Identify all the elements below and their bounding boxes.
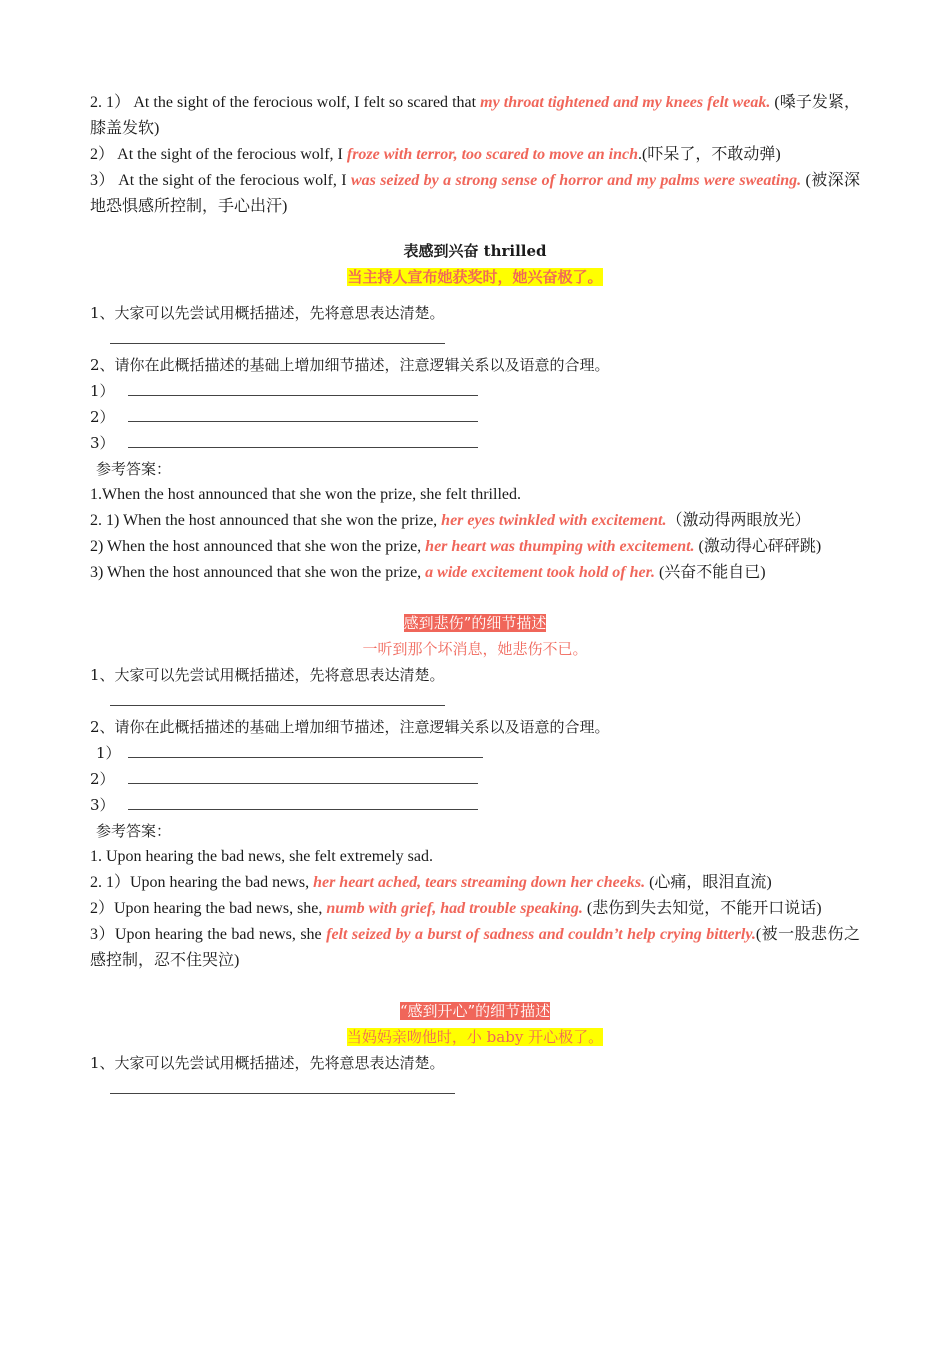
item-number: 3） xyxy=(90,796,115,814)
sad-answer-2 xyxy=(90,870,860,896)
answer-blank-line[interactable] xyxy=(128,743,483,758)
chinese-note: (心痛，眼泪直流) xyxy=(645,874,772,891)
answer-blank-line[interactable] xyxy=(128,433,478,448)
answer-blank-line[interactable] xyxy=(90,1076,860,1102)
chinese-note: (被深深地恐惧感所控制，手心出汗) xyxy=(90,172,860,215)
chinese-note: (激动得心砰砰跳) xyxy=(694,538,822,555)
highlighted-phrase: her heart ached, tears streaming down her cheeks. xyxy=(313,874,646,891)
thrilled-answer-4 xyxy=(90,560,860,586)
question-1: 1、大家可以先尝试用概括描述，先将意思表达清楚。 xyxy=(90,304,445,322)
chinese-note: .(吓呆了，不敢动弹) xyxy=(638,146,781,163)
sad-answer-4 xyxy=(90,922,860,974)
item-number: 2） xyxy=(90,408,115,426)
answer-blank-line[interactable] xyxy=(128,407,478,422)
section-subtitle-thrilled: 当主持人宣布她获奖时，她兴奋极了。 xyxy=(347,268,603,286)
question-2: 2、请你在此概括描述的基础上增加细节描述，注意逻辑关系以及语意的合理。 xyxy=(90,718,610,736)
section-title-thrilled: 表感到兴奋 thrilled xyxy=(403,242,547,260)
thrilled-answer-3 xyxy=(90,534,860,560)
sentence-text: At the sight of the ferocious wolf, I xyxy=(118,172,351,189)
chinese-note: (被一股悲伤之感控制，忍不住哭泣) xyxy=(90,926,860,969)
sentence-text: 2. 1）Upon hearing the bad news, xyxy=(90,874,314,891)
sad-answer-3 xyxy=(90,896,860,922)
reference-answer-label: 参考答案： xyxy=(96,822,172,840)
sentence-text: At the sight of the ferocious wolf, I xyxy=(117,146,347,163)
sentence-text: 2. 1) When the host announced that she won the prize, xyxy=(90,512,442,529)
wolf-answer-3 xyxy=(90,168,860,220)
question-2: 2、请你在此概括描述的基础上增加细节描述，注意逻辑关系以及语意的合理。 xyxy=(90,356,610,374)
answer-blank-line[interactable] xyxy=(128,381,478,396)
sentence-text: 2）Upon hearing the bad news, she, xyxy=(90,900,327,917)
document-page xyxy=(90,90,860,1102)
wolf-answer-2 xyxy=(90,142,860,168)
sentence-text: 3）Upon hearing the bad news, she xyxy=(90,926,327,943)
answer-blank-line[interactable] xyxy=(128,769,478,784)
sad-answer-1: 1. Upon hearing the bad news, she felt extremely sad. xyxy=(90,848,434,865)
item-number: 2. 1） xyxy=(90,94,131,111)
section-title-happy: “感到开心”的细节描述 xyxy=(399,1002,551,1020)
highlighted-phrase: felt seized by a burst of sadness and couldn’t help crying bitterly. xyxy=(326,926,756,943)
highlighted-phrase: was seized by a strong sense of horror and my palms were sweating. xyxy=(350,172,802,189)
chinese-note: （激动得两眼放光） xyxy=(666,512,811,529)
answer-blank-line[interactable] xyxy=(90,688,860,714)
wolf-answer-1 xyxy=(90,90,860,142)
chinese-note: (兴奋不能自已) xyxy=(654,564,766,581)
item-number: 1） xyxy=(96,744,121,762)
highlighted-phrase: numb with grief, had trouble speaking. xyxy=(326,900,583,917)
highlighted-phrase: a wide excitement took hold of her. xyxy=(425,564,655,581)
chinese-note: (嗓子发紧，膝盖发软) xyxy=(90,94,861,137)
question-1: 1、大家可以先尝试用概括描述，先将意思表达清楚。 xyxy=(90,666,445,684)
sentence-text: 2) When the host announced that she won the prize, xyxy=(90,538,426,555)
section-subtitle-sad: 一听到那个坏消息，她悲伤不已。 xyxy=(362,640,588,658)
thrilled-answer-2 xyxy=(90,508,860,534)
answer-blank-line[interactable] xyxy=(128,795,478,810)
answer-blank-line[interactable] xyxy=(90,326,860,352)
item-number: 2） xyxy=(90,770,115,788)
highlighted-phrase: her eyes twinkled with excitement. xyxy=(441,512,667,529)
sentence-text: 3) When the host announced that she won the prize, xyxy=(90,564,426,581)
item-number: 1） xyxy=(90,382,115,400)
sentence-text: At the sight of the ferocious wolf, I felt so scared that xyxy=(133,94,481,111)
question-1: 1、大家可以先尝试用概括描述，先将意思表达清楚。 xyxy=(90,1054,445,1072)
thrilled-answer-1: 1.When the host announced that she won the prize, she felt thrilled. xyxy=(90,486,521,503)
section-title-sad: 感到悲伤”的细节描述 xyxy=(403,614,547,632)
highlighted-phrase: froze with terror, too scared to move an inch xyxy=(346,146,638,163)
section-subtitle-happy: 当妈妈亲吻他时，小 baby 开心极了。 xyxy=(346,1028,604,1046)
item-number: 3） xyxy=(90,434,115,452)
highlighted-phrase: my throat tightened and my knees felt weak. xyxy=(480,94,771,111)
item-number: 3） xyxy=(90,172,115,189)
highlighted-phrase: her heart was thumping with excitement. xyxy=(425,538,695,555)
reference-answer-label: 参考答案： xyxy=(96,460,172,478)
chinese-note: (悲伤到失去知觉，不能开口说话) xyxy=(582,900,822,917)
item-number: 2） xyxy=(90,146,115,163)
